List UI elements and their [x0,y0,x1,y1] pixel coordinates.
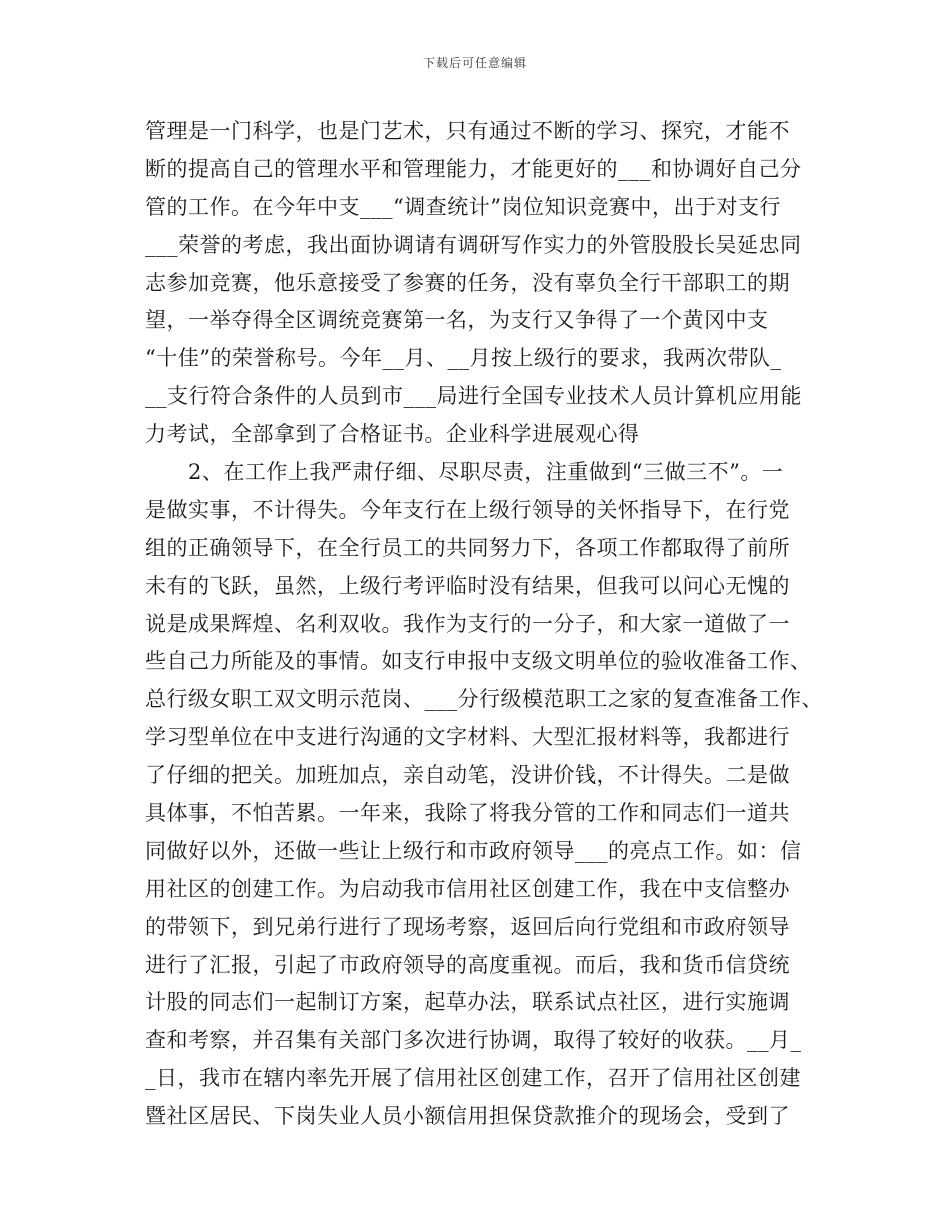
text-line: 的带领下，到兄弟行进行了现场考察，返回后向行党组和市政府领导 [145,914,790,939]
text-line: 查和考察，并召集有关部门多次进行协调，取得了较好的收获。__月_ [145,1028,802,1053]
text-line: 志参加竞赛，他乐意接受了参赛的任务，没有辜负全行干部职工的期 [145,270,790,295]
text-line: 些自己力所能及的事情。如支行申报中支级文明单位的验收准备工作、 [145,649,812,674]
text-line: ___荣誉的考虑，我出面协调请有调研写作实力的外管股股长吴延忠同 [145,232,802,257]
text-line: 同做好以外，还做一些让上级行和市政府领导___的亮点工作。如：信 [145,838,802,863]
text-line: _日，我市在辖内率先开展了信用社区创建工作，召开了信用社区创建 [145,1066,801,1091]
text-line: 了仔细的把关。加班加点，亲自动笔，没讲价钱，不计得失。二是做 [145,763,790,788]
text-line: 说是成果辉煌、名利双收。我作为支行的一分子，和大家一道做了一 [145,611,790,636]
text-line: 暨社区居民、下岗失业人员小额信用担保贷款推介的现场会，受到了 [145,1104,790,1129]
text-line: 望，一举夺得全区调统竞赛第一名，为支行又争得了一个黄冈中支 [145,308,769,333]
text-line: 是做实事，不计得失。今年支行在上级行领导的关怀指导下，在行党 [145,497,790,522]
text-line: 具体事，不怕苦累。一年来，我除了将我分管的工作和同志们一道共 [145,801,790,826]
text-line: 管的工作。在今年中支___“调查统计”岗位知识竞赛中，出于对支行 [145,194,781,219]
text-line: 计股的同志们一起制订方案，起草办法，联系试点社区，进行实施调 [145,990,790,1015]
text-line: “十佳”的荣誉称号。今年__月、__月按上级行的要求，我两次带队_ [145,346,782,371]
text-line: 用社区的创建工作。为启动我市信用社区创建工作，我在中支信整办 [145,876,790,901]
text-line: 力考试，全部拿到了合格证书。企业科学进展观心得 [145,422,640,447]
text-line: 2、在工作上我严肃仔细、尽职尽责，注重做到“三做三不”。一 [145,460,784,485]
text-line: __支行符合条件的人员到市___局进行全国专业技术人员计算机应用能 [145,384,802,409]
document-body [145,113,825,1136]
text-line: 未有的飞跃，虽然，上级行考评临时没有结果，但我可以问心无愧的 [145,573,790,598]
text-line: 管理是一门科学，也是门艺术，只有通过不断的学习、探究，才能不 [145,119,790,143]
text-line: 总行级女职工双文明示范岗、___分行级模范职工之家的复查准备工作、 [145,687,823,712]
page-header: 下载后可任意编辑 [422,56,527,70]
text-line: 进行了汇报，引起了市政府领导的高度重视。而后，我和货币信贷统 [145,952,790,977]
text-line: 学习型单位在中支进行沟通的文字材料、大型汇报材料等，我都进行 [145,725,790,750]
text-line: 断的提高自己的管理水平和管理能力，才能更好的___和协调好自己分 [145,156,802,181]
text-line: 组的正确领导下，在全行员工的共同努力下，各项工作都取得了前所 [145,535,790,560]
